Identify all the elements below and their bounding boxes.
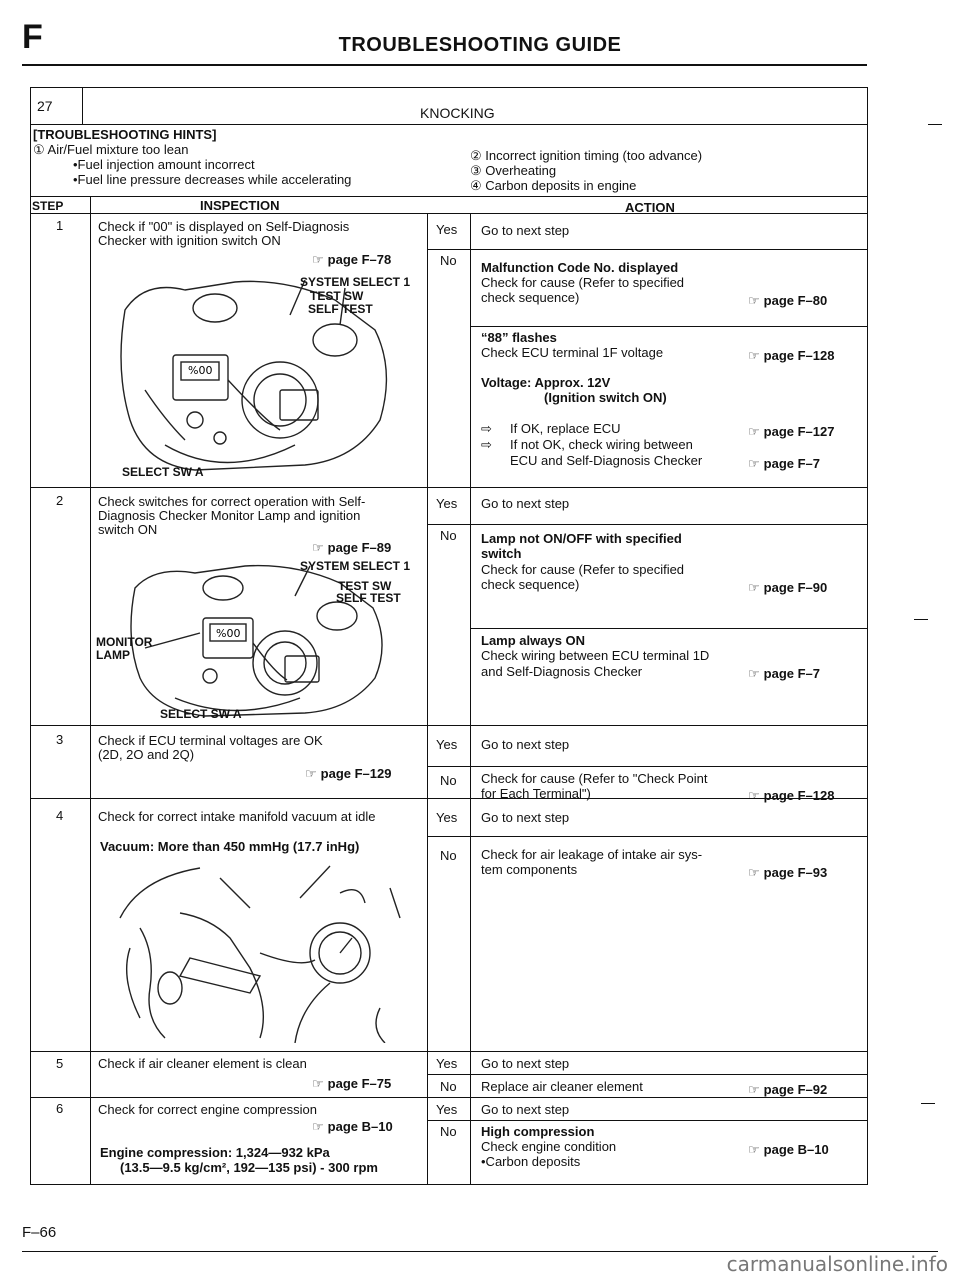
diagram-label-select-sw: SELECT SW A: [160, 707, 242, 721]
table-title: KNOCKING: [420, 105, 495, 121]
step-rule: [30, 487, 868, 488]
no-label: No: [440, 528, 457, 543]
hint-1b: •Fuel line pressure decreases while accelerating: [73, 172, 352, 187]
hint-1a: •Fuel injection amount incorrect: [73, 157, 255, 172]
diagram-label-self-test: SELF TEST: [336, 591, 401, 605]
action-text: If not OK, check wiring between: [510, 437, 693, 452]
action-text: Check wiring between ECU terminal 1D: [481, 648, 710, 663]
yes-no-rule: [427, 249, 868, 250]
action-heading: Malfunction Code No. displayed: [481, 260, 679, 275]
action-heading: Lamp always ON: [481, 633, 586, 648]
col-header-step: STEP: [32, 199, 64, 213]
action-text: •Carbon deposits: [481, 1154, 581, 1169]
step-number: 1: [56, 218, 64, 233]
action-heading: “88” flashes: [481, 330, 557, 345]
col-rule: [90, 196, 91, 1185]
action-heading: High compression: [481, 1124, 595, 1139]
action-text: Check for air leakage of intake air sys-: [481, 847, 703, 862]
inspection-text: Checker with ignition switch ON: [98, 233, 281, 248]
action-text: Replace air cleaner element: [481, 1079, 643, 1094]
action-text: check sequence): [481, 577, 580, 592]
page-reference: ☞ page F–78: [312, 252, 392, 267]
col-rule: [470, 213, 471, 1185]
page-reference: ☞ page F–127: [748, 424, 835, 439]
page-number: F–66: [22, 1224, 57, 1241]
yes-no-rule: [427, 524, 868, 525]
page-reference: ☞ page F–92: [748, 1082, 828, 1097]
diagram-label-lamp: LAMP: [96, 648, 130, 662]
no-label: No: [440, 253, 457, 268]
yes-label: Yes: [436, 496, 458, 511]
yes-no-rule: [427, 836, 868, 837]
diagram-label-monitor: MONITOR: [96, 635, 153, 649]
step-number: 4: [56, 808, 64, 823]
vacuum-gauge-diagram: [100, 858, 420, 1043]
page-title: TROUBLESHOOTING GUIDE: [338, 34, 622, 56]
no-label: No: [440, 773, 457, 788]
action-rule: [470, 326, 868, 327]
step-rule: [30, 1097, 868, 1098]
col-header-inspection: INSPECTION: [200, 198, 280, 213]
action-text: Check for cause (Refer to "Check Point: [481, 771, 708, 786]
compression-spec: (13.5—9.5 kg/cm², 192—135 psi) - 300 rpm: [120, 1160, 378, 1175]
action-text: Go to next step: [481, 223, 570, 238]
voltage-condition: (Ignition switch ON): [544, 390, 667, 405]
action-text: Check for cause (Refer to specified: [481, 562, 685, 577]
arrow-icon: ⇨: [481, 421, 492, 436]
step-rule: [30, 725, 868, 726]
inspection-text: switch ON: [98, 522, 158, 537]
step-rule: [30, 798, 868, 799]
page-reference: ☞ page B–10: [312, 1119, 393, 1134]
arrow-icon: ⇨: [481, 437, 492, 452]
yes-no-rule: [427, 1120, 868, 1121]
yes-label: Yes: [436, 810, 458, 825]
diagram-label-self-test: SELF TEST: [308, 302, 373, 316]
inspection-text: (2D, 2O and 2Q): [98, 747, 195, 762]
no-label: No: [440, 1079, 457, 1094]
inspection-text: Check if air cleaner element is clean: [98, 1056, 307, 1071]
yes-label: Yes: [436, 1102, 458, 1117]
action-rule: [470, 628, 868, 629]
yes-label: Yes: [436, 737, 458, 752]
inspection-text: Check for correct intake manifold vacuum at idle: [98, 809, 376, 824]
compression-spec: Engine compression: 1,324—932 kPa: [100, 1145, 330, 1160]
action-text: Go to next step: [481, 496, 570, 511]
action-text: Go to next step: [481, 1102, 570, 1117]
col-rule: [82, 87, 83, 124]
no-label: No: [440, 848, 457, 863]
action-text: Go to next step: [481, 737, 570, 752]
page-reference: ☞ page F–7: [748, 456, 821, 471]
row-rule: [30, 213, 868, 214]
page-reference: ☞ page F–128: [748, 348, 835, 363]
page-reference: ☞ page F–129: [305, 766, 392, 781]
step-number: 6: [56, 1101, 64, 1116]
page-reference: ☞ page F–7: [748, 666, 821, 681]
vacuum-spec: Vacuum: More than 450 mmHg (17.7 inHg): [100, 839, 360, 854]
no-label: No: [440, 1124, 457, 1139]
svg-text:%00: %00: [216, 627, 241, 640]
inspection-text: Check if "00" is displayed on Self-Diagnosis: [98, 219, 350, 234]
hints-heading: [TROUBLESHOOTING HINTS]: [33, 127, 217, 142]
action-text: Go to next step: [481, 810, 570, 825]
action-text: and Self-Diagnosis Checker: [481, 664, 643, 679]
action-text: Check engine condition: [481, 1139, 617, 1154]
margin-mark: [921, 1103, 935, 1104]
diagram-label-system-select: SYSTEM SELECT 1: [300, 559, 411, 573]
diagram-label-select-sw: SELECT SW A: [122, 465, 204, 479]
page-reference: ☞ page F–128: [748, 788, 835, 803]
diagram-label-system-select: SYSTEM SELECT 1: [300, 275, 411, 289]
action-text: for Each Terminal"): [481, 786, 591, 801]
table-number: 27: [37, 98, 53, 114]
inspection-text: Check switches for correct operation with Self-: [98, 494, 366, 509]
yes-no-rule: [427, 766, 868, 767]
page-reference: ☞ page F–90: [748, 580, 828, 595]
page-reference: ☞ page F–80: [748, 293, 828, 308]
hint-4: ④ Carbon deposits in engine: [470, 178, 637, 193]
action-text: tem components: [481, 862, 578, 877]
section-letter: F: [22, 18, 43, 56]
hint-3: ③ Overheating: [470, 163, 557, 178]
step-number: 2: [56, 493, 64, 508]
diagram-label-test-sw: TEST SW: [338, 579, 392, 593]
action-text: If OK, replace ECU: [510, 421, 621, 436]
watermark: carmanualsonline.info: [726, 1252, 948, 1276]
inspection-text: Diagnosis Checker Monitor Lamp and ignition: [98, 508, 361, 523]
col-rule: [427, 213, 428, 1185]
yes-label: Yes: [436, 1056, 458, 1071]
inspection-text: Check if ECU terminal voltages are OK: [98, 733, 323, 748]
step-rule: [30, 1051, 868, 1052]
diagram-label-test-sw: TEST SW: [310, 289, 364, 303]
voltage-spec: Voltage: Approx. 12V: [481, 375, 611, 390]
yes-no-rule: [427, 1074, 868, 1075]
row-rule: [30, 196, 868, 197]
svg-text:%00: %00: [188, 364, 213, 377]
step-number: 5: [56, 1056, 64, 1071]
hint-1: ① Air/Fuel mixture too lean: [33, 142, 189, 157]
action-text: Check ECU terminal 1F voltage: [481, 345, 664, 360]
action-text: Go to next step: [481, 1056, 570, 1071]
col-header-action: ACTION: [625, 200, 675, 215]
page-reference: ☞ page F–93: [748, 865, 828, 880]
step-number: 3: [56, 732, 64, 747]
margin-mark: [928, 124, 942, 125]
action-text: check sequence): [481, 290, 580, 305]
title-rule: [22, 64, 867, 66]
hint-2: ② Incorrect ignition timing (too advance): [470, 148, 703, 163]
page-reference: ☞ page F–75: [312, 1076, 392, 1091]
action-heading: Lamp not ON/OFF with specified: [481, 531, 682, 546]
page-reference: ☞ page F–89: [312, 540, 392, 555]
inspection-text: Check for correct engine compression: [98, 1102, 317, 1117]
yes-label: Yes: [436, 222, 458, 237]
action-text: ECU and Self-Diagnosis Checker: [510, 453, 703, 468]
row-rule: [30, 124, 868, 125]
margin-mark: [914, 619, 928, 620]
page-reference: ☞ page B–10: [748, 1142, 829, 1157]
action-heading: switch: [481, 546, 522, 561]
action-text: Check for cause (Refer to specified: [481, 275, 685, 290]
